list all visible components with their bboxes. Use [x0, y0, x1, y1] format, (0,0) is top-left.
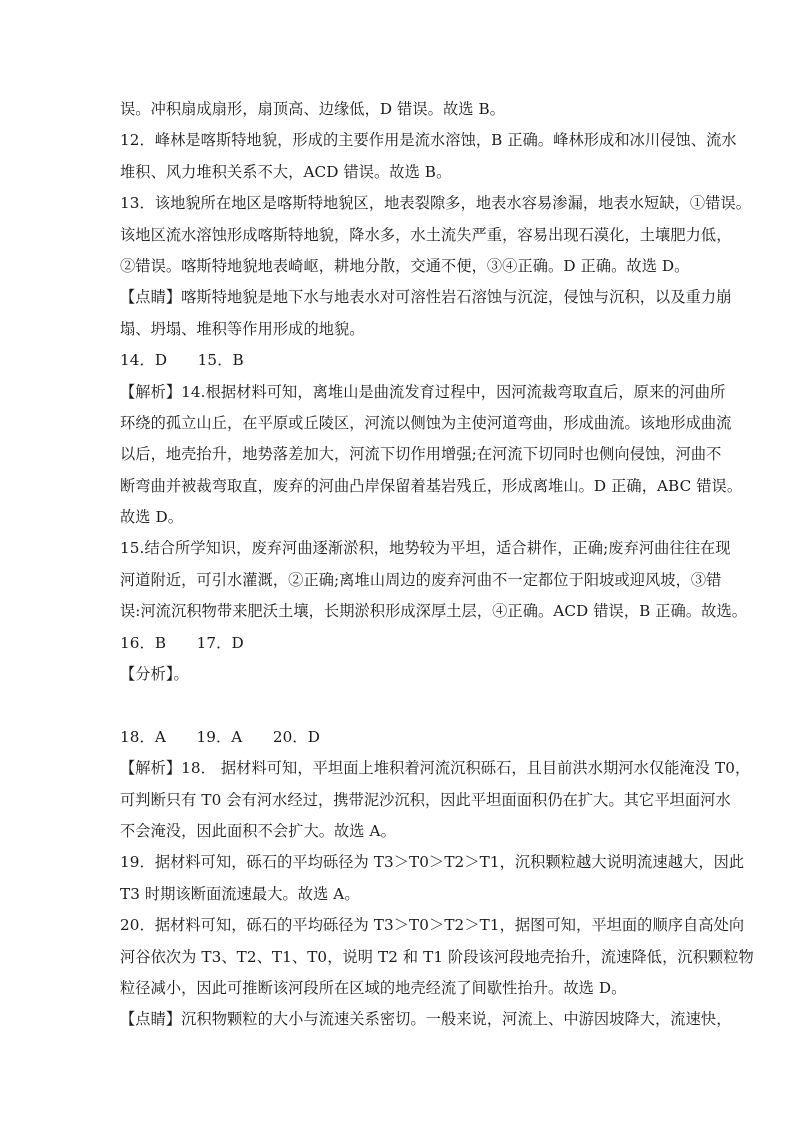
text-line: 15.结合所学知识，废弃河曲逐渐淤积，地势较为平坦，适合耕作，正确;废弃河曲往往在现: [120, 539, 731, 558]
text-line: ②错误。喀斯特地貌地表崎岖，耕地分散，交通不便，③④正确。D 正确。故选 D。: [120, 256, 690, 275]
text-line: 该地区流水溶蚀形成喀斯特地貌，降水多，水土流失严重，容易出现石漠化，土壤肥力低，: [120, 225, 732, 244]
answer-line: 16．B 17．D: [120, 633, 244, 652]
text-line: 故选 D。: [120, 508, 184, 527]
text-line: 【点睛】沉积物颗粒的大小与流速关系密切。一般来说，河流上、中游因坡降大，流速快，: [120, 1010, 732, 1029]
text-line: 13．该地貌所在地区是喀斯特地貌区，地表裂隙多，地表水容易渗漏，地表水短缺，①错误。: [120, 194, 752, 213]
text-line: 19．据材料可知，砾石的平均砾径为 T3＞T0＞T2＞T1，沉积颗粒越大说明流速越大，因此: [120, 853, 745, 872]
text-line: 堆积、风力堆积关系不大，ACD 错误。故选 B。: [120, 162, 452, 181]
text-line: 20．据材料可知，砾石的平均砾径为 T3＞T0＞T2＞T1，据图可知，平坦面的顺序自高处向: [120, 916, 745, 935]
text-line: 可判断只有 T0 会有河水经过，携带泥沙沉积，因此平坦面面积仍在扩大。其它平坦面河水: [120, 790, 731, 809]
text-line: 12．峰林是喀斯特地貌，形成的主要作用是流水溶蚀，B 正确。峰林形成和冰川侵蚀、流水: [120, 131, 737, 150]
answer-line: 18．A 19．A 20．D: [120, 727, 321, 746]
text-line: 误。冲积扇成扇形，扇顶高、边缘低，D 错误。故选 B。: [120, 100, 506, 118]
text-line: 【解析】14.根据材料可知，离堆山是曲流发育过程中，因河流裁弯取直后，原来的河曲所: [120, 382, 726, 401]
text-line: 【分析】。: [120, 665, 189, 684]
text-line: T3 时期该断面流速最大。故选 A。: [120, 884, 360, 903]
text-line: 【点睛】喀斯特地貌是地下水与地表水对可溶性岩石溶蚀与沉淀，侵蚀与沉积，以及重力崩: [120, 288, 732, 307]
blank-line: [120, 690, 688, 721]
answer-line: 14．D 15．B: [120, 351, 244, 370]
text-line: 河道附近，可引水灌溉，②正确;离堆山周边的废弃河曲不一定都位于阳坡或迎风坡，③错: [120, 570, 722, 589]
text-line: 塌、坍塌、堆积等作用形成的地貌。: [120, 319, 365, 338]
text-line: 断弯曲并被裁弯取直，废弃的河曲凸岸保留着基岩残丘，形成离堆山。D 正确，ABC 错误。: [120, 476, 743, 495]
text-line: 环绕的孤立山丘，在平原或丘陵区，河流以侧蚀为主使河道弯曲，形成曲流。该地形成曲流: [120, 413, 732, 432]
text-line: 粒径减小，因此可推断该河段所在区域的地壳经流了间歇性抬升。故选 D。: [120, 978, 627, 997]
text-line: 河谷依次为 T3、T2、T1、T0，说明 T2 和 T1 阶段该河段地壳抬升，流速降低，沉积颗粒物: [120, 947, 754, 966]
text-line: 以后，地壳抬升，地势落差加大，河流下切作用增强;在河流下切同时也侧向侵蚀，河曲不: [120, 445, 722, 464]
text-line: 不会淹没，因此面积不会扩大。故选 A。: [120, 821, 396, 840]
text-line: 误:河流沉积物带来肥沃土壤，长期淤积形成深厚土层，④正确。ACD 错误，B 正确。故选。: [120, 602, 748, 621]
text-line: 【解析】18． 据材料可知，平坦面上堆积着河流沉积砾石，且目前洪水期河水仅能淹没 T0，: [120, 759, 751, 778]
